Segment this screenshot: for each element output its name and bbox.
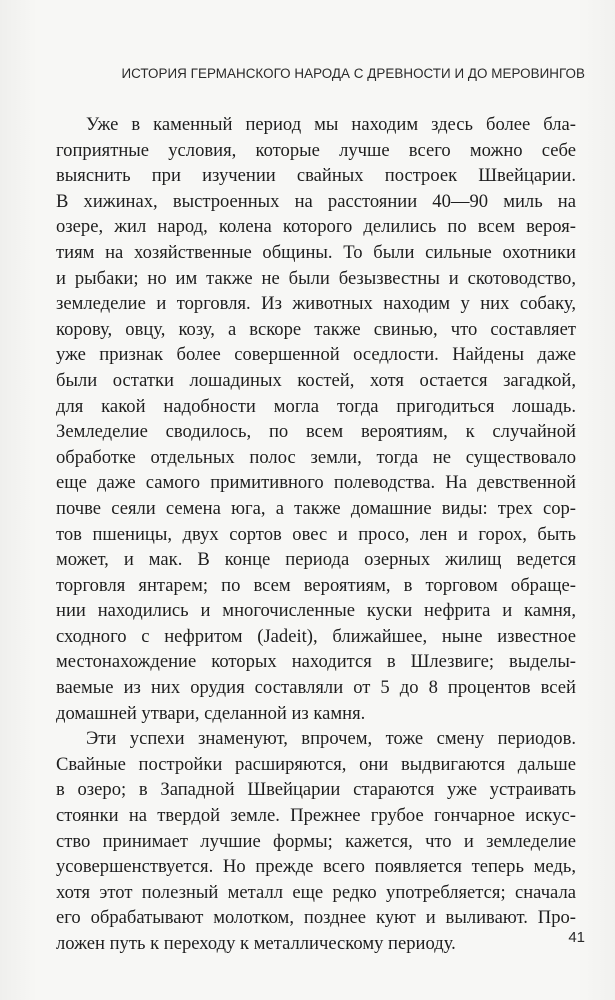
text-line: уже признак более совершенной оседлости. Найдены даже: [56, 344, 576, 366]
text-line: выяснить при изучении свайных построек Швейцарии.: [56, 165, 576, 187]
text-line: Эти успехи знаменуют, впрочем, тоже смену периодов.: [86, 728, 576, 750]
text-line: местонахождение которых находится в Шлезвиге; выделы-: [56, 651, 576, 673]
text-line: домашней утвари, сделанной из камня.: [56, 702, 366, 724]
text-line: тов пшеницы, двух сортов овес и просо, лен и горох, быть: [56, 523, 576, 545]
text-line: в озеро; в Западной Швейцарии стараются уже устраивать: [56, 779, 576, 801]
text-line: тиям на хозяйственные общины. То были сильные охотники: [56, 241, 576, 263]
body-text: [56, 112, 576, 957]
text-line: ваемые из них орудия составляли от 5 до 8 процентов всей: [56, 677, 576, 699]
text-line: торговля янтарем; по всем вероятиям, в торговом обраще-: [56, 574, 576, 596]
text-line: для какой надобности могла тогда пригодиться лошадь.: [56, 395, 576, 417]
text-line: Земледелие сводилось, по всем вероятиям, к случайной: [56, 421, 576, 443]
text-line: Уже в каменный период мы находим здесь более бла-: [86, 114, 576, 135]
text-line: земледелие и торговля. Из животных находим у них собаку,: [56, 293, 576, 315]
text-line: В хижинах, выстроенных на расстоянии 40—90 миль на: [56, 190, 576, 212]
text-line: почве сеяли семена юга, а также домашние виды: трех сор-: [56, 497, 576, 519]
text-line: гоприятные условия, которые лучше всего можно себе: [56, 139, 576, 161]
text-line: ложен путь к переходу к металлическому периоду.: [56, 933, 456, 954]
text-line: может, и мак. В конце периода озерных жилищ ведется: [56, 549, 576, 571]
paragraph-2: [56, 726, 576, 956]
text-line: обработке отдельных полос земли, тогда не существовало: [56, 446, 576, 468]
text-line: озере, жил народ, колена которого делились по всем вероя-: [56, 216, 576, 238]
text-line: хотя этот полезный металл еще редко употребляется; сначала: [56, 881, 576, 903]
text-line: были остатки лошадиных костей, хотя остается загадкой,: [56, 369, 576, 391]
text-line: ство принимает лучшие формы; кажется, что и земледелие: [56, 830, 576, 852]
text-line: усовершенствуется. Но прежде всего появляется теперь медь,: [56, 856, 576, 878]
text-line: его обрабатывают молотком, позднее куют и выливают. Про-: [56, 907, 576, 929]
paragraph-1: [56, 112, 576, 726]
text-line: нии находились и многочисленные куски нефрита и камня,: [56, 600, 576, 622]
text-line: стоянки на твердой земле. Прежнее грубое гончарное искус-: [56, 805, 576, 827]
text-line: сходного с нефритом (Jadeit), ближайшее, ныне известное: [56, 625, 576, 647]
text-line: и рыбаки; но им также не были безызвестны и скотоводство,: [56, 267, 576, 289]
page-number: 41: [568, 929, 585, 946]
running-head: ИСТОРИЯ ГЕРМАНСКОГО НАРОДА С ДРЕВНОСТИ И ДО МЕРОВИНГОВ: [121, 66, 585, 81]
text-line: еще даже самого примитивного полеводства. На девственной: [56, 472, 576, 494]
text-line: корову, овцу, козу, а вскоре также свинью, что составляет: [56, 318, 576, 340]
text-line: Свайные постройки расширяются, они выдвигаются дальше: [56, 753, 576, 775]
